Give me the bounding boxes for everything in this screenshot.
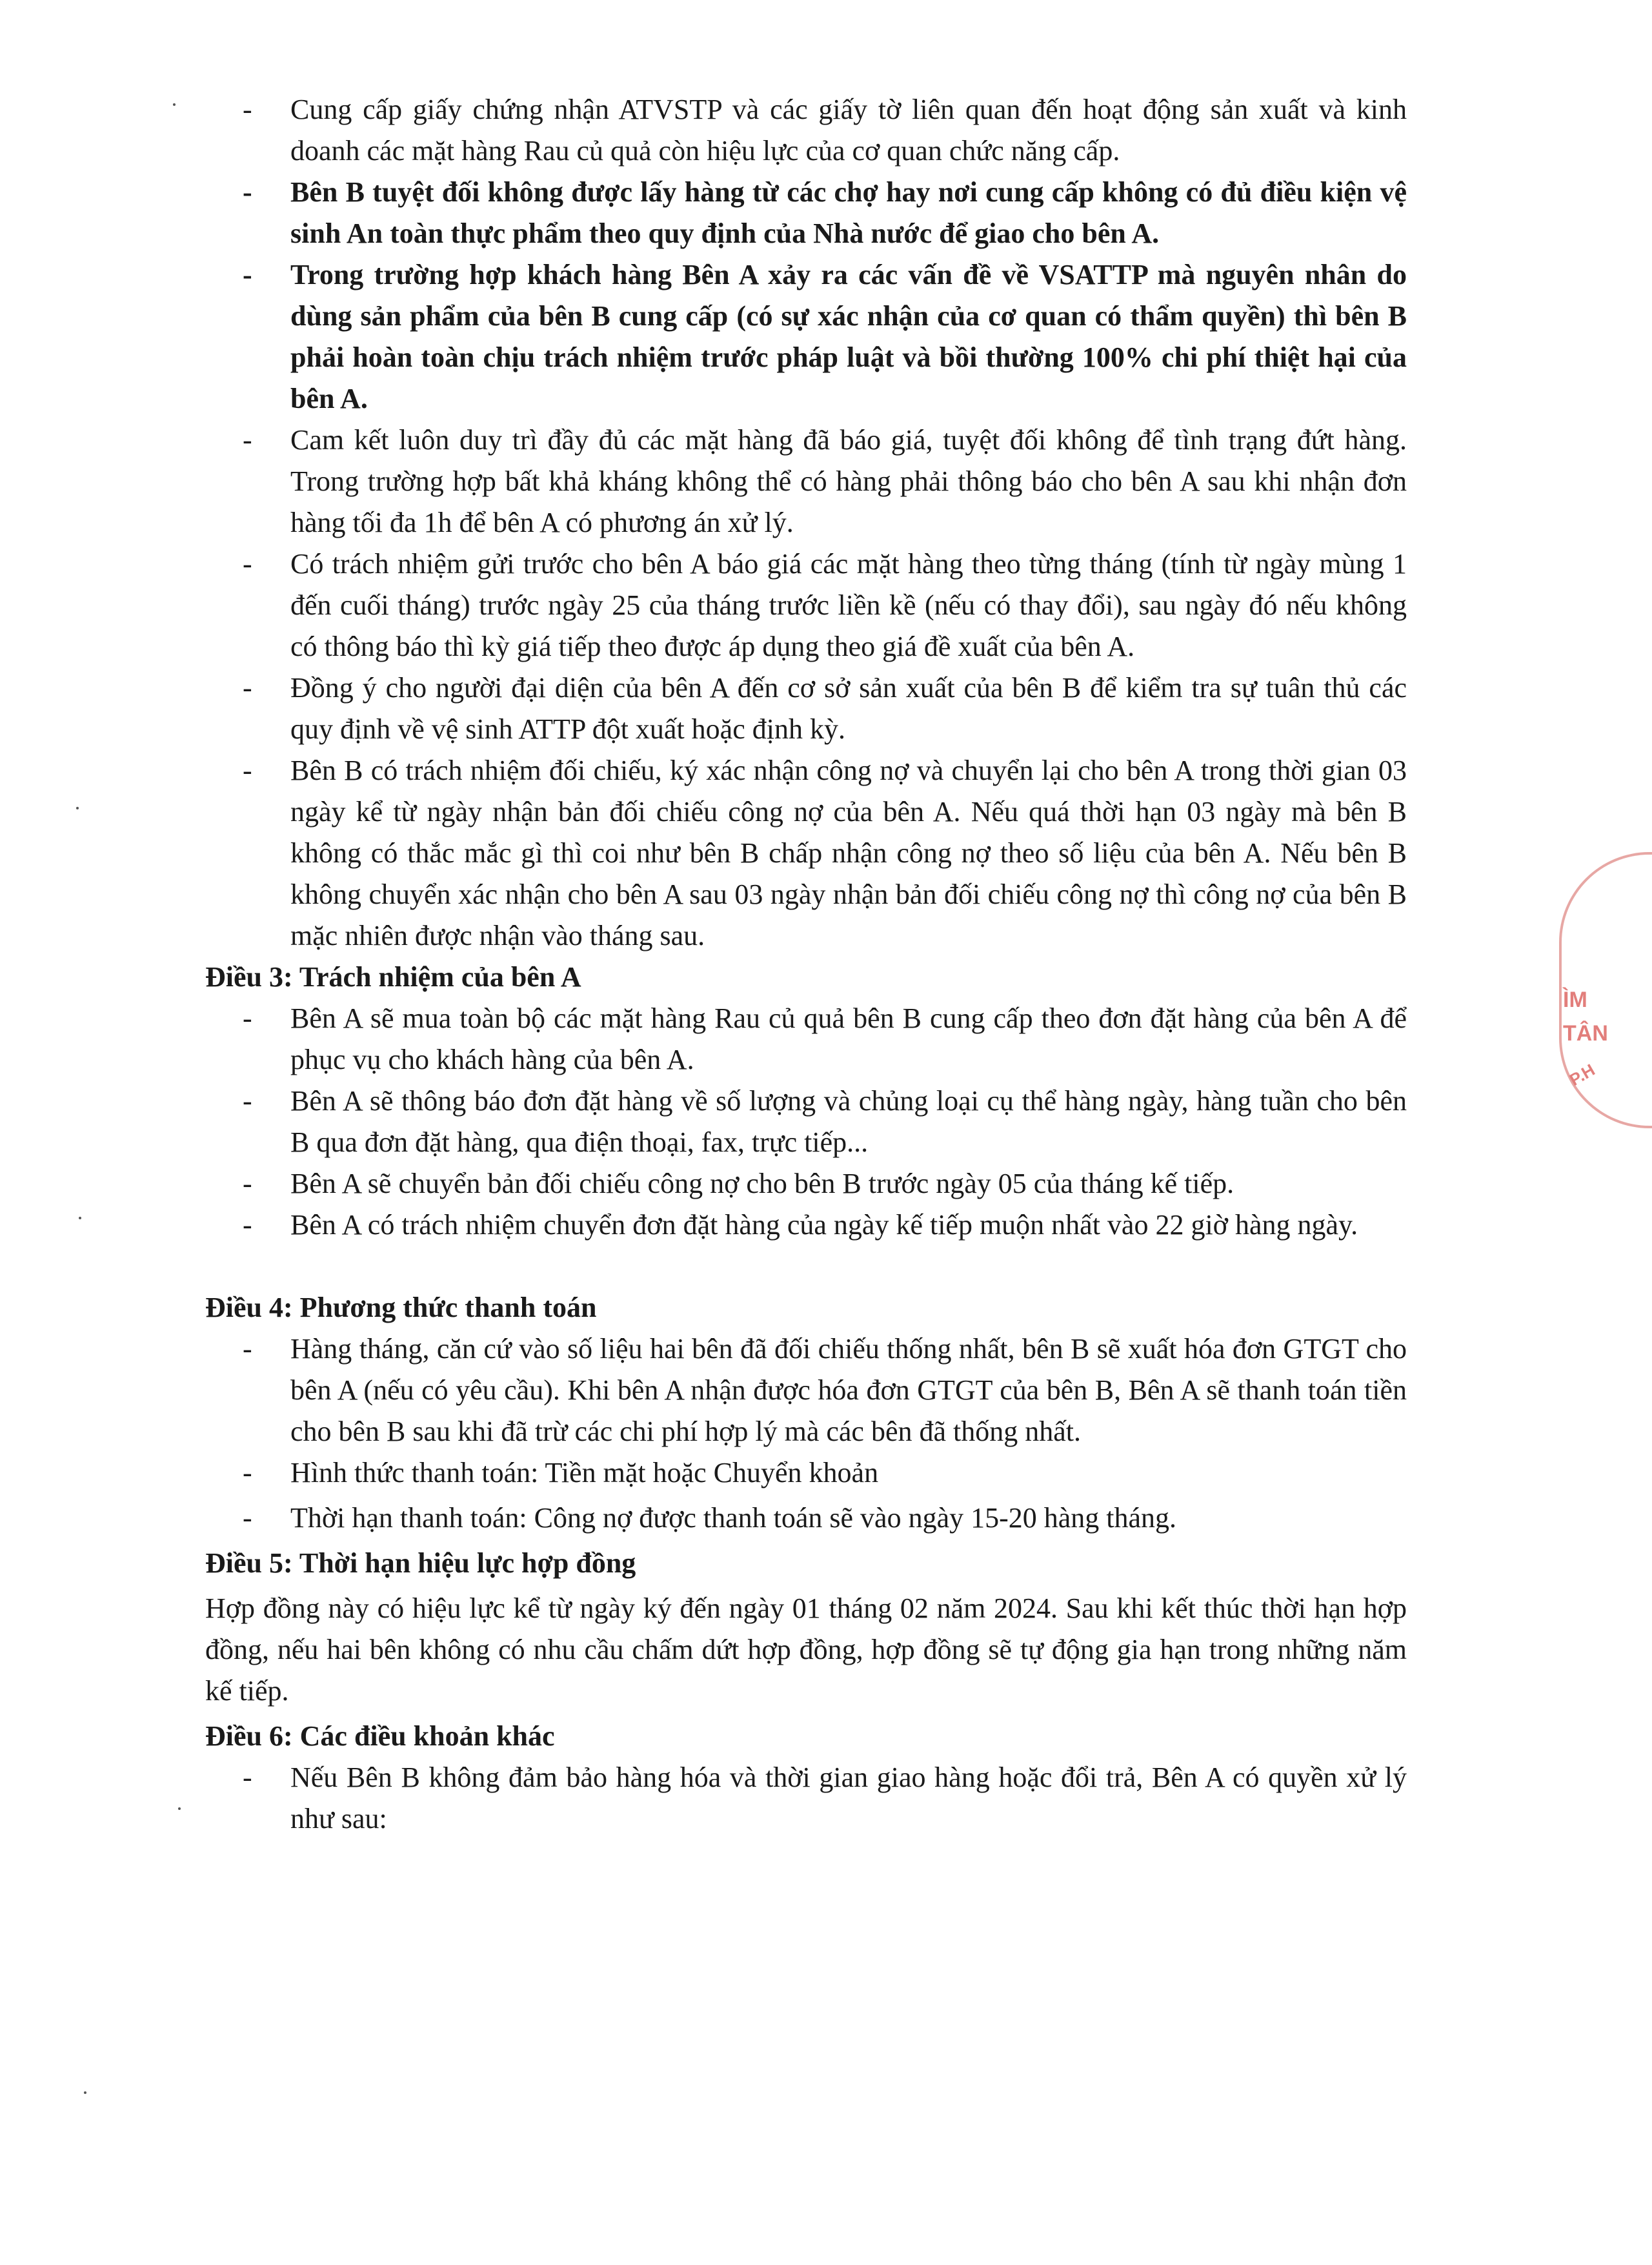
stamp-text: ÌM [1563, 988, 1587, 1012]
document-body [205, 89, 1407, 1840]
company-stamp [1554, 852, 1608, 1123]
bullet-dash: - [243, 176, 252, 208]
section6-list [205, 1757, 1407, 1840]
section5-paragraph: Hợp đồng này có hiệu lực kể từ ngày ký đến ngày 01 tháng 02 năm 2024. Sau khi kết thúc thời hạn hợp đồng, nếu hai bên không có nhu cầu chấm dứt hợp đồng, hợp đồng sẽ tự động gia hạn trong những năm kế tiếp. [205, 1592, 1407, 1707]
section4-heading: Điều 4: Phương thức thanh toán [205, 1292, 597, 1323]
list-item: - Bên A sẽ thông báo đơn đặt hàng về số lượng và chủng loại cụ thể hàng ngày, hàng tuần cho bên B qua đơn đặt hàng, qua điện thoại, fax, trực tiếp... [205, 1081, 1407, 1163]
scan-speck [76, 807, 79, 809]
bullet-dash: - [243, 1209, 252, 1241]
bullet-dash: - [243, 1457, 252, 1488]
list-item: - Bên A sẽ chuyển bản đối chiếu công nợ cho bên B trước ngày 05 của tháng kế tiếp. [205, 1163, 1407, 1204]
stamp-text: P.H [1566, 1060, 1598, 1090]
stamp-text: TÂN [1563, 1021, 1608, 1046]
spacer [205, 1246, 1407, 1287]
list-item: - Bên A sẽ mua toàn bộ các mặt hàng Rau củ quả bên B cung cấp theo đơn đặt hàng của bên A để phục vụ cho khách hàng của bên A. [205, 998, 1407, 1081]
scan-speck [178, 1807, 181, 1810]
bullet-dash: - [243, 94, 252, 125]
section4-list [205, 1328, 1407, 1539]
bullet-dash: - [243, 1085, 252, 1117]
bullet-dash: - [243, 672, 252, 704]
bullet-dash: - [243, 548, 252, 580]
list-item: - Trong trường hợp khách hàng Bên A xảy ra các vấn đề về VSATTP mà nguyên nhân do dùng sản phẩm của bên B cung cấp (có sự xác nhận của cơ quan có thẩm quyền) thì bên B phải hoàn toàn chịu trách nhiệm trước pháp luật và bồi thường 100% chi phí thiệt hại của bên A. [205, 254, 1407, 420]
section5-heading: Điều 5: Thời hạn hiệu lực hợp đồng [205, 1547, 636, 1579]
section3-list [205, 998, 1407, 1246]
list-item: - Bên B tuyệt đối không được lấy hàng từ các chợ hay nơi cung cấp không có đủ điều kiện vệ sinh An toàn thực phẩm theo quy định của Nhà nước để giao cho bên A. [205, 172, 1407, 254]
scan-speck [79, 1217, 81, 1219]
section6-heading: Điều 6: Các điều khoản khác [205, 1720, 555, 1752]
list-item: - Cam kết luôn duy trì đầy đủ các mặt hàng đã báo giá, tuyệt đối không để tình trạng đứt hàng. Trong trường hợp bất khả kháng không thể có hàng phải thông báo cho bên A sau khi nhận đơn hàng tối đa 1h để bên A có phương án xử lý. [205, 420, 1407, 543]
list-item: - Nếu Bên B không đảm bảo hàng hóa và thời gian giao hàng hoặc đổi trả, Bên A có quyền xử lý như sau: [205, 1757, 1407, 1840]
list-item: - Hàng tháng, căn cứ vào số liệu hai bên đã đối chiếu thống nhất, bên B sẽ xuất hóa đơn GTGT cho bên A (nếu có yêu cầu). Khi bên A nhận được hóa đơn GTGT của bên B, Bên A sẽ thanh toán tiền cho bên B sau khi đã trừ các chi phí hợp lý mà các bên đã thống nhất. [205, 1328, 1407, 1452]
section3-heading: Điều 3: Trách nhiệm của bên A [205, 961, 581, 993]
bullet-dash: - [243, 1333, 252, 1365]
bullet-dash: - [243, 1002, 252, 1034]
list-item: - Có trách nhiệm gửi trước cho bên A báo giá các mặt hàng theo từng tháng (tính từ ngày mùng 1 đến cuối tháng) trước ngày 25 của tháng trước liền kề (nếu có thay đổi), sau ngày đó nếu không có thông báo thì kỳ giá tiếp theo được áp dụng theo giá đề xuất của bên A. [205, 543, 1407, 667]
list-item: - Bên B có trách nhiệm đối chiếu, ký xác nhận công nợ và chuyển lại cho bên A trong thời gian 03 ngày kể từ ngày nhận bản đối chiếu công nợ của bên A. Nếu quá thời hạn 03 ngày mà bên B không có thắc mắc gì thì coi như bên B chấp nhận công nợ theo số liệu của bên A. Nếu bên B không chuyển xác nhận cho bên A sau 03 ngày nhận bản đối chiếu công nợ thì công nợ của bên B mặc nhiên được nhận vào tháng sau. [205, 750, 1407, 957]
bullet-dash: - [243, 755, 252, 786]
bullet-dash: - [243, 1502, 252, 1534]
bullet-dash: - [243, 1168, 252, 1199]
scan-speck [84, 2091, 86, 2094]
bullet-dash: - [243, 424, 252, 456]
bullet-dash: - [243, 259, 252, 290]
list-item: - Cung cấp giấy chứng nhận ATVSTP và các giấy tờ liên quan đến hoạt động sản xuất và kinh doanh các mặt hàng Rau củ quả còn hiệu lực của cơ quan chức năng cấp. [205, 89, 1407, 172]
list-item: - Hình thức thanh toán: Tiền mặt hoặc Chuyển khoản [205, 1452, 1407, 1494]
bullet-dash: - [243, 1762, 252, 1793]
list-item: - Bên A có trách nhiệm chuyển đơn đặt hàng của ngày kế tiếp muộn nhất vào 22 giờ hàng ngày. [205, 1204, 1407, 1246]
scan-speck [173, 103, 176, 106]
list-item: - Đồng ý cho người đại diện của bên A đến cơ sở sản xuất của bên B để kiểm tra sự tuân thủ các quy định về vệ sinh ATTP đột xuất hoặc định kỳ. [205, 667, 1407, 750]
section2-list [205, 89, 1407, 957]
list-item: - Thời hạn thanh toán: Công nợ được thanh toán sẽ vào ngày 15-20 hàng tháng. [205, 1498, 1407, 1539]
